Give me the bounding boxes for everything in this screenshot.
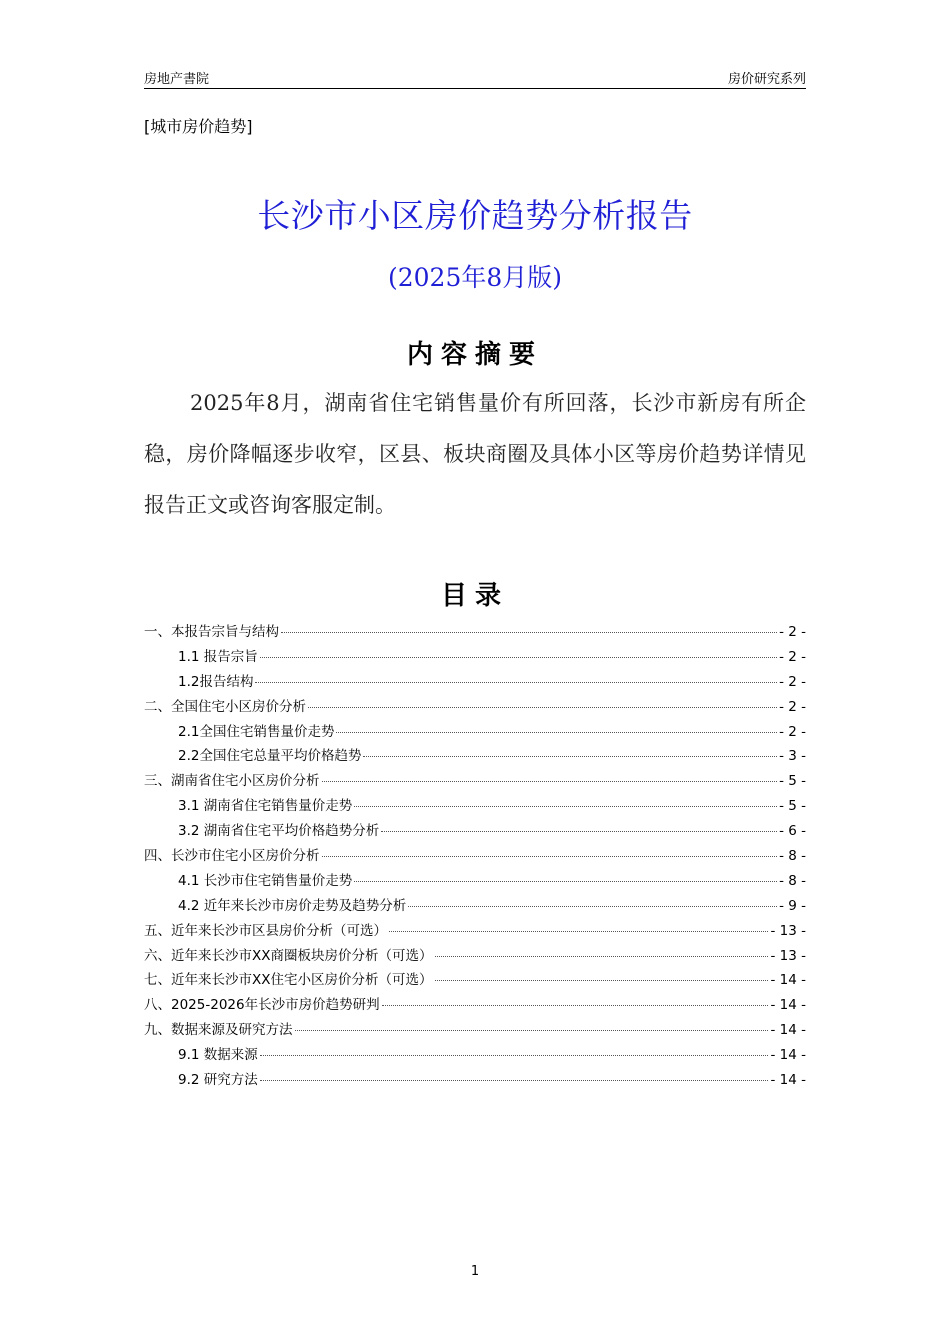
toc-leader-dots xyxy=(260,1080,769,1081)
toc-entry-page: - 2 - xyxy=(779,624,806,640)
toc-entry[interactable] xyxy=(144,670,806,695)
toc-leader-dots xyxy=(336,732,777,733)
toc-entry-label: 一、本报告宗旨与结构 xyxy=(144,624,279,640)
toc-entry[interactable] xyxy=(144,744,806,769)
page-header xyxy=(144,66,806,89)
toc-leader-dots xyxy=(435,956,769,957)
toc-leader-dots xyxy=(382,1005,769,1006)
toc-entry-label: 1.2报告结构 xyxy=(178,673,254,690)
toc-entry-label: 3.1 湖南省住宅销售量价走势 xyxy=(178,798,353,815)
toc-entry[interactable] xyxy=(144,993,806,1018)
toc-entry[interactable] xyxy=(144,844,806,869)
report-edition: (2025年8月版) xyxy=(387,263,563,292)
toc-entry-label: 4.1 长沙市住宅销售量价走势 xyxy=(178,872,353,889)
toc-leader-dots xyxy=(322,781,778,782)
header-series: 房价研究系列 xyxy=(727,72,806,87)
toc-entry-label: 六、近年来长沙市XX商圈板块房价分析（可选） xyxy=(144,947,433,964)
toc-entry-label: 九、数据来源及研究方法 xyxy=(144,1022,293,1039)
toc-entry-page: - 13 - xyxy=(770,947,806,964)
toc-entry-label: 五、近年来长沙市区县房价分析（可选） xyxy=(144,922,387,939)
toc-leader-dots xyxy=(354,806,777,807)
toc-leader-dots xyxy=(322,856,778,857)
toc-entry[interactable] xyxy=(144,695,806,720)
toc-entry-label: 2.1全国住宅销售量价走势 xyxy=(178,723,335,740)
toc-leader-dots xyxy=(255,682,777,683)
toc-entry-page: - 9 - xyxy=(779,897,806,914)
toc-leader-dots xyxy=(435,980,769,981)
toc-entry[interactable] xyxy=(144,620,806,645)
toc-leader-dots xyxy=(308,707,777,708)
toc-entry-page: - 14 - xyxy=(770,972,806,989)
toc-entry-page: - 8 - xyxy=(779,848,806,865)
toc-entry[interactable] xyxy=(144,645,806,670)
toc-entry-label: 二、全国住宅小区房价分析 xyxy=(144,698,306,715)
toc-entry-page: - 5 - xyxy=(779,773,806,790)
toc-entry[interactable] xyxy=(144,1018,806,1043)
toc-entry-page: - 2 - xyxy=(779,648,806,665)
toc-entry-label: 9.2 研究方法 xyxy=(178,1072,258,1089)
toc-entry-label: 七、近年来长沙市XX住宅小区房价分析（可选） xyxy=(144,972,433,989)
table-of-contents xyxy=(144,620,806,1093)
toc-entry[interactable] xyxy=(144,919,806,944)
toc-entry-page: - 14 - xyxy=(770,1022,806,1039)
toc-leader-dots xyxy=(295,1030,769,1031)
toc-leader-dots xyxy=(281,632,777,633)
toc-entry[interactable] xyxy=(144,1068,806,1093)
toc-leader-dots xyxy=(408,906,777,907)
toc-entry-page: - 6 - xyxy=(779,823,806,840)
toc-leader-dots xyxy=(354,881,777,882)
toc-entry-page: - 2 - xyxy=(779,723,806,740)
toc-leader-dots xyxy=(363,756,777,757)
toc-entry-label: 9.1 数据来源 xyxy=(178,1047,258,1064)
toc-entry-label: 2.2全国住宅总量平均价格趋势 xyxy=(178,748,362,765)
summary-heading: 内容摘要 xyxy=(406,340,543,370)
toc-entry-page: - 14 - xyxy=(770,1072,806,1089)
toc-entry-page: - 2 - xyxy=(779,673,806,690)
toc-leader-dots xyxy=(260,1055,769,1056)
toc-entry-label: 1.1 报告宗旨 xyxy=(178,648,258,665)
header-publisher: 房地产書院 xyxy=(144,72,210,87)
toc-leader-dots xyxy=(381,831,777,832)
toc-entry[interactable] xyxy=(144,944,806,969)
toc-entry-page: - 14 - xyxy=(770,997,806,1014)
toc-entry-page: - 3 - xyxy=(779,748,806,765)
summary-paragraph: 2025年8月，湖南省住宅销售量价有所回落，长沙市新房有所企稳，房价降幅逐步收窄，区县、板块商圈及具体小区等房价趋势详情见报告正文或咨询客服定制。 xyxy=(144,391,806,517)
toc-entry-label: 三、湖南省住宅小区房价分析 xyxy=(144,773,320,790)
toc-entry[interactable] xyxy=(144,894,806,919)
toc-heading: 目录 xyxy=(440,581,509,611)
toc-entry-label: 4.2 近年来长沙市房价走势及趋势分析 xyxy=(178,897,407,914)
category-label: [城市房价趋势] xyxy=(144,117,253,136)
toc-entry-page: - 13 - xyxy=(770,922,806,939)
toc-entry[interactable] xyxy=(144,794,806,819)
toc-entry-label: 八、2025-2026年长沙市房价趋势研判 xyxy=(144,997,380,1014)
toc-leader-dots xyxy=(260,657,777,658)
toc-entry-page: - 5 - xyxy=(779,798,806,815)
toc-entry[interactable] xyxy=(144,819,806,844)
page-number: 1 xyxy=(470,1264,480,1279)
toc-entry[interactable] xyxy=(144,720,806,745)
toc-entry-page: - 8 - xyxy=(779,872,806,889)
toc-entry-label: 3.2 湖南省住宅平均价格趋势分析 xyxy=(178,823,380,840)
toc-entry[interactable] xyxy=(144,769,806,794)
toc-leader-dots xyxy=(389,931,768,932)
toc-entry-page: - 14 - xyxy=(770,1047,806,1064)
toc-entry-page: - 2 - xyxy=(779,698,806,715)
toc-entry[interactable] xyxy=(144,869,806,894)
toc-entry[interactable] xyxy=(144,968,806,993)
toc-entry[interactable] xyxy=(144,1043,806,1068)
toc-entry-label: 四、长沙市住宅小区房价分析 xyxy=(144,848,320,865)
report-title: 长沙市小区房价趋势分析报告 xyxy=(257,196,693,235)
